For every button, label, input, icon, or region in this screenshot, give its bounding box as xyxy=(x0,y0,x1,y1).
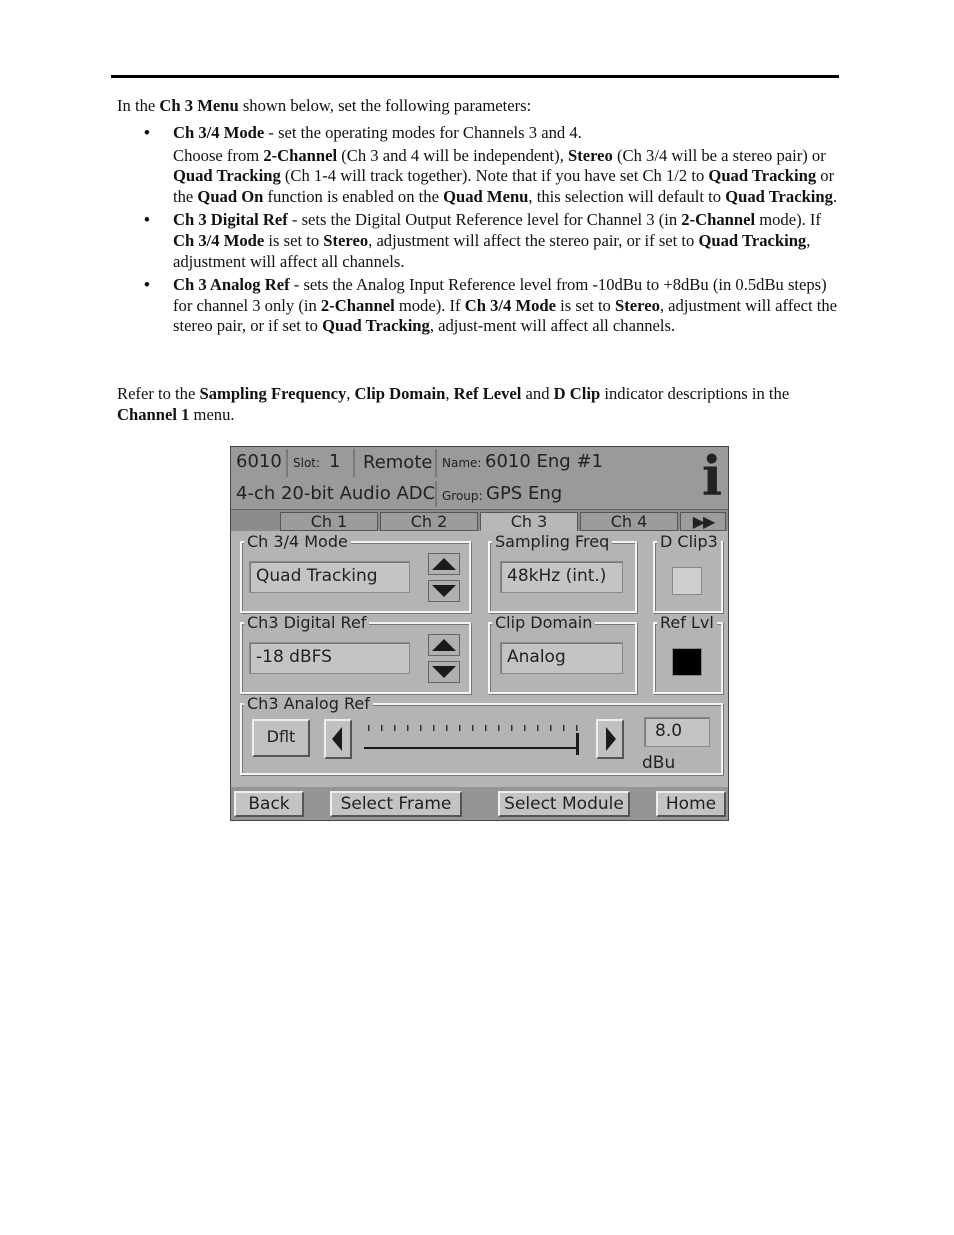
slider-tick xyxy=(498,725,500,731)
text-run: Ch 3/4 Mode xyxy=(464,295,556,315)
frame-number: 6010 xyxy=(236,451,282,472)
arrow-up-icon xyxy=(429,554,459,574)
text-run: 2-Channel xyxy=(263,145,338,165)
text-run: mode). If xyxy=(755,210,821,230)
text-run: is set to xyxy=(556,295,616,315)
back-button[interactable]: Back xyxy=(234,791,304,817)
ch34-mode-label: Ch 3/4 Mode xyxy=(244,533,351,551)
text-run: (Ch 3 and 4 will be independent), xyxy=(337,145,568,165)
ch34-mode-up-button[interactable] xyxy=(428,553,460,575)
text-run: Quad Tracking xyxy=(322,316,430,336)
tab-ch2[interactable]: Ch 2 xyxy=(380,512,478,531)
slider-track xyxy=(364,747,578,749)
text-run: and xyxy=(521,384,554,403)
slider-tick xyxy=(407,725,409,731)
text-run: Ref Level xyxy=(453,384,522,403)
module-name: 6010 Eng #1 xyxy=(485,451,603,472)
ch3-digital-ref-down-button[interactable] xyxy=(428,661,460,683)
slider-tick xyxy=(368,725,370,731)
slot-label: Slot: xyxy=(293,456,321,470)
arrow-down-icon xyxy=(429,662,459,682)
default-button[interactable]: Dflt xyxy=(252,719,310,757)
name-label: Name: xyxy=(442,456,482,470)
text-run: Refer to the xyxy=(117,384,200,403)
group-name: GPS Eng xyxy=(486,483,563,504)
slider-tick xyxy=(381,725,383,731)
dclip3-label: D Clip3 xyxy=(657,533,721,551)
tab-ch3[interactable]: Ch 3 xyxy=(480,512,578,533)
home-button[interactable]: Home xyxy=(656,791,726,817)
text-run: 2-Channel xyxy=(681,210,756,230)
slot-number: 1 xyxy=(329,451,341,472)
text-run: , xyxy=(346,384,355,403)
sampling-freq-group xyxy=(488,532,637,613)
text-run: is set to xyxy=(264,230,324,250)
arrow-right-icon xyxy=(598,721,622,757)
slider-tick xyxy=(485,725,487,731)
bullet-ch34-mode: • Ch 3/4 Mode - set the operating modes for Channels 3 and 4. Choose from 2-Channel (Ch 3 and 4 will be independent), Stereo (Ch 3/4 will be a stereo pair) or Quad Tracking (Ch 1-4 will track together). Note that if you have set Ch 1/2 to Quad Tracking or the Quad On function is enabled on the Quad Menu, this selection will default to Quad Tracking. xyxy=(117,123,842,207)
text-run: (Ch 3/4 will be a stereo pair) or xyxy=(612,145,826,165)
analog-ref-value: 8.0 xyxy=(644,717,710,747)
module-type: 4-ch 20-bit Audio ADC xyxy=(236,483,436,504)
text-run: , adjustment will affect all channels. xyxy=(173,230,811,271)
text-run: 2-Channel xyxy=(320,295,395,315)
sampling-freq-label: Sampling Freq xyxy=(492,533,612,551)
text-run: (Ch 1-4 will track together). Note that if you have set Ch 1/2 to xyxy=(280,166,709,186)
ref-lvl-label: Ref Lvl xyxy=(657,614,717,632)
ch34-mode-group xyxy=(240,532,471,613)
text-run: or the xyxy=(173,166,835,206)
next-tabs-icon[interactable]: ▶▶ xyxy=(680,512,726,531)
ref-lvl-group xyxy=(653,613,723,694)
analog-ref-unit: dBu xyxy=(642,753,676,773)
arrow-up-icon xyxy=(429,635,459,655)
bullet-ch3-analog-ref: • Ch 3 Analog Ref - sets the Analog Input Reference level from -10dBu to +8dBu (in 0.5dBu steps) for channel 3 only (in 2-Channel mode). If Ch 3/4 Mode is set to Stereo, adjustment will affect the stereo pair, or if set to Quad Tracking, adjust-ment will affect all channels. xyxy=(144,275,837,336)
text-run: , xyxy=(445,384,454,403)
text-run: - sets the Analog Input Reference level from -10dBu to +8dBu (in 0.5dBu steps) for channel 3 only (in xyxy=(173,275,827,315)
bullet-ch34-mode-detail xyxy=(173,146,842,208)
slider-tick xyxy=(563,725,565,731)
text-run: indicator descriptions in the xyxy=(600,384,790,403)
text-run: D Clip xyxy=(553,384,601,403)
text-run: Channel 1 xyxy=(117,404,190,424)
tab-ch1[interactable]: Ch 1 xyxy=(280,512,378,531)
refer-paragraph xyxy=(117,384,842,425)
ch3-menu-panel xyxy=(230,446,729,821)
dclip3-group xyxy=(653,532,723,613)
panel-footer xyxy=(231,787,728,820)
slider-tick xyxy=(459,725,461,731)
ch3-analog-ref-group xyxy=(240,694,723,775)
slider-tick xyxy=(433,725,435,731)
text-run: Stereo xyxy=(615,295,660,315)
bullet-ch3-digital-ref: • Ch 3 Digital Ref - sets the Digital Output Reference level for Channel 3 (in 2-Channel mode). If Ch 3/4 Mode is set to Stereo, adjustment will affect the stereo pair, or if set to Quad Tracking, adjustment will affect all channels. xyxy=(144,210,821,271)
sampling-freq-value: 48kHz (int.) xyxy=(500,561,623,593)
remote-status: Remote xyxy=(363,452,433,473)
ch3-analog-ref-label: Ch3 Analog Ref xyxy=(244,695,373,713)
text-run: Choose from xyxy=(173,145,264,165)
text-run: Sampling Frequency xyxy=(199,384,347,403)
text-run: Ch 3/4 Mode xyxy=(173,230,265,250)
arrow-down-icon xyxy=(429,581,459,601)
ch34-mode-down-button[interactable] xyxy=(428,580,460,602)
text-run: Stereo xyxy=(323,230,369,250)
group-label: Group: xyxy=(442,489,483,503)
clip-domain-group xyxy=(488,613,637,694)
text-run: - sets the Digital Output Reference level for Channel 3 (in xyxy=(287,210,682,230)
slider-tick xyxy=(537,725,539,731)
text-run: Quad Tracking xyxy=(698,230,807,250)
text-run: , adjustment will affect the stereo pair, or if set to xyxy=(368,230,699,250)
slider-tick xyxy=(524,725,526,731)
text-run: Quad Menu xyxy=(443,186,529,206)
ch3-digital-ref-field[interactable]: -18 dBFS xyxy=(249,642,410,674)
info-icon[interactable]: i xyxy=(701,444,723,508)
select-frame-button[interactable]: Select Frame xyxy=(330,791,462,817)
text-run: Quad Tracking xyxy=(725,186,833,206)
slider-tick xyxy=(472,725,474,731)
tab-ch4[interactable]: Ch 4 xyxy=(580,512,678,531)
dclip3-indicator xyxy=(672,567,702,595)
panel-header xyxy=(231,444,728,509)
ch3-digital-ref-label: Ch3 Digital Ref xyxy=(244,614,369,632)
top-rule xyxy=(111,75,839,78)
slider-handle xyxy=(576,733,579,755)
intro-paragraph: In the Ch 3 Menu shown below, set the following parameters: xyxy=(117,96,532,115)
text-run: Quad Tracking xyxy=(173,166,281,186)
panel-body xyxy=(231,531,728,787)
slider-tick xyxy=(576,725,578,731)
ch3-digital-ref-up-button[interactable] xyxy=(428,634,460,656)
text-run: function is enabled on the xyxy=(263,186,444,206)
ch34-mode-field[interactable]: Quad Tracking xyxy=(249,561,410,593)
slider-tick xyxy=(420,725,422,731)
increase-button[interactable] xyxy=(596,719,624,759)
parameter-list xyxy=(117,123,842,340)
text-run: menu. xyxy=(189,404,235,424)
ref-lvl-indicator xyxy=(672,648,702,676)
text-run: Quad Tracking xyxy=(708,166,817,186)
clip-domain-value: Analog xyxy=(500,642,623,674)
text-run: Stereo xyxy=(568,145,613,165)
text-run: , adjustment will affect the stereo pair, or if set to xyxy=(173,295,837,336)
clip-domain-label: Clip Domain xyxy=(492,614,595,632)
slider-tick xyxy=(394,725,396,731)
arrow-left-icon xyxy=(326,721,350,757)
channel-tabs xyxy=(231,509,728,532)
text-run: , this selection will default to xyxy=(528,186,726,206)
analog-ref-slider[interactable] xyxy=(362,721,592,757)
slider-ticks xyxy=(368,725,578,731)
slider-tick xyxy=(550,725,552,731)
decrease-button[interactable] xyxy=(324,719,352,759)
text-run: Clip Domain xyxy=(354,384,446,403)
select-module-button[interactable]: Select Module xyxy=(498,791,630,817)
ch3-digital-ref-group xyxy=(240,613,471,694)
text-run: , adjust-ment will affect all channels. xyxy=(429,316,676,336)
text-run: . xyxy=(832,186,838,206)
text-run: mode). If xyxy=(394,295,465,315)
text-run: Quad On xyxy=(197,186,264,206)
slider-tick xyxy=(511,725,513,731)
slider-tick xyxy=(446,725,448,731)
